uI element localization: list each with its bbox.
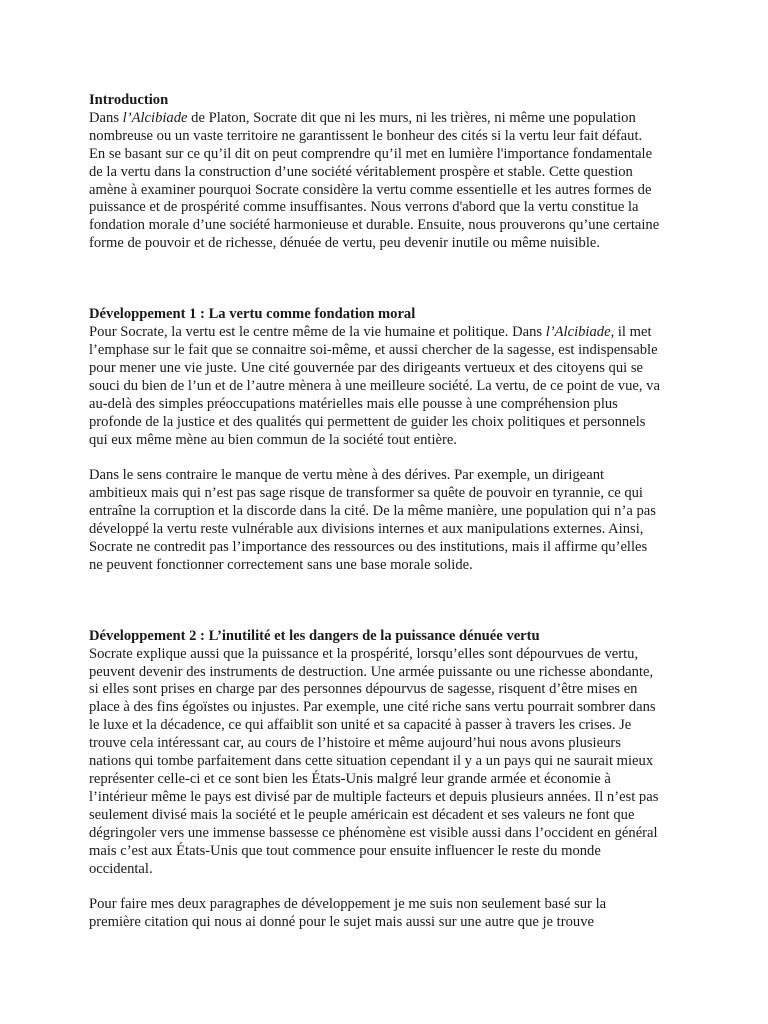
- work-title: l’Alcibiade: [545, 324, 611, 341]
- text-run: , il met: [610, 324, 652, 341]
- introduction-section: [89, 92, 689, 253]
- text-run: de la vertu dans la construction d’une société véritablement prospère et stable. Cette question: [89, 163, 633, 180]
- text-run: Pour Socrate, la vertu est le centre même de la vie humaine et politique. Dans: [89, 324, 546, 341]
- text-run: Dans: [89, 109, 123, 126]
- text-line: [89, 664, 689, 682]
- introduction-paragraph: [89, 110, 689, 253]
- text-run: pour mener une vie juste. Une cité gouvernée par des dirigeants vertueux et des citoyens qui se: [89, 359, 643, 376]
- text-run: Socrate explique aussi que la puissance et la prospérité, lorsqu’elles sont dépourvues de vertu,: [89, 645, 639, 662]
- text-line: [89, 432, 689, 450]
- text-run: amène à examiner pourquoi Socrate considère la vertu comme essentielle et les autres formes de: [89, 181, 652, 198]
- text-line: [89, 199, 689, 217]
- text-run: souci du bien de l’un et de l’autre mènera à une meilleure société. La vertu, de ce point de vue, va: [89, 377, 660, 394]
- text-line: [89, 128, 689, 146]
- text-line: [89, 843, 689, 861]
- text-line: [89, 896, 689, 914]
- text-line: [89, 324, 689, 342]
- text-line: [89, 825, 689, 843]
- development-2-heading: Développement 2 : L’inutilité et les dangers de la puissance dénuée vertu: [89, 627, 540, 644]
- text-run: peuvent devenir des instruments de destruction. Une armée puissante ou une richesse abondante,: [89, 663, 654, 680]
- development-1-section: [89, 306, 689, 575]
- text-line: [89, 557, 689, 575]
- text-line: [89, 217, 689, 235]
- text-run: ne peuvent fonctionner correctement sans une base morale solide.: [89, 556, 473, 573]
- introduction-heading: Introduction: [89, 92, 169, 108]
- text-run: représenter celle-ci et ce sont bien les États-Unis malgré leur grande armée et économie à: [89, 770, 611, 787]
- text-run: de Platon, Socrate dit que ni les murs, ni les trières, ni même une population: [187, 109, 636, 126]
- text-run: seulement divisé mais la société et le peuple américain est décadent et ses valeurs ne font que: [89, 806, 635, 823]
- text-run: entraîne la corruption et la discorde dans la cité. De la même manière, une population qui n’a pas: [89, 503, 656, 520]
- text-line: [89, 699, 689, 717]
- text-line: [89, 182, 689, 200]
- text-run: fondation morale d’une société harmonieuse et durable. Ensuite, nous prouverons qu’une certaine: [89, 217, 660, 234]
- text-line: [89, 646, 689, 664]
- text-run: nations qui tombe parfaitement dans cette situation cependant il y a un pays qui ne saurait mieux: [89, 753, 654, 770]
- text-line: [89, 861, 689, 879]
- text-run: nombreuse ou un vaste territoire ne garantissent le bonheur des cités si la vertu leur fait défaut.: [89, 127, 643, 144]
- text-line: [89, 681, 689, 699]
- text-run: qui eux même mène au bien commun de la société tout entière.: [89, 431, 457, 448]
- text-line: [89, 235, 689, 253]
- text-run: ambitieux mais qui n’est pas sage risque de transformer sa quête de pouvoir en tyrannie, ce qui: [89, 485, 643, 502]
- text-run: mais c’est aux États-Unis que tout commence pour ensuite influencer le reste du monde: [89, 842, 601, 859]
- text-run: dégringoler vers une immense bassesse ce phénomène est visible aussi dans l’occident en général: [89, 824, 658, 841]
- text-line: [89, 717, 689, 735]
- text-line: [89, 771, 689, 789]
- text-line: [89, 914, 689, 932]
- text-run: profonde de la justice et des qualités qui permettent de guider les choix politiques et personnels: [89, 413, 646, 430]
- work-title: l’Alcibiade: [122, 109, 188, 126]
- text-line: [89, 414, 689, 432]
- text-line: [89, 396, 689, 414]
- development-1-paragraph-2: [89, 467, 689, 574]
- text-run: si elles sont prises en charge par des personnes dépourvus de sagesse, risquent d’être mises en: [89, 681, 638, 698]
- text-run: Socrate ne contredit pas l’importance des ressources ou des institutions, mais il affirme qu’elles: [89, 538, 648, 555]
- text-line: [89, 521, 689, 539]
- text-line: [89, 753, 689, 771]
- text-line: [89, 485, 689, 503]
- text-line: [89, 539, 689, 557]
- text-line: [89, 735, 689, 753]
- development-1-heading: Développement 1 : La vertu comme fondation moral: [89, 306, 416, 323]
- text-line: [89, 164, 689, 182]
- text-run: l’emphase sur le fait que se connaitre soi-même, et aussi chercher de la sagesse, est indispensable: [89, 341, 658, 358]
- development-1-paragraph-1: [89, 324, 689, 449]
- text-run: occidental.: [89, 860, 153, 877]
- text-line: [89, 342, 689, 360]
- text-run: puissance et de prospérité comme insuffisantes. Nous verrons d'abord que la vertu constitue la: [89, 199, 639, 216]
- text-line: [89, 503, 689, 521]
- text-line: [89, 360, 689, 378]
- text-run: trouve cela intéressant car, au cours de l’histoire et même aujourd’hui nous avons plusieurs: [89, 735, 621, 752]
- text-run: Dans le sens contraire le manque de vertu mène à des dérives. Par exemple, un dirigeant: [89, 467, 605, 484]
- text-run: développé la vertu reste vulnérable aux divisions internes et aux manipulations externes. Ainsi,: [89, 521, 644, 538]
- text-run: le luxe et la décadence, ce qui affaiblit son unité et sa capacité à passer à travers les crises. Je: [89, 717, 632, 734]
- text-run: Pour faire mes deux paragraphes de développement je me suis non seulement basé sur la: [89, 896, 607, 913]
- text-line: [89, 146, 689, 164]
- text-run: première citation qui nous ai donné pour le sujet mais aussi sur une autre que je trouve: [89, 914, 594, 931]
- text-line: [89, 110, 689, 128]
- text-run: En se basant sur ce qu’il dit on peut comprendre qu’il met en lumière l'importance fondamentale: [89, 145, 653, 162]
- text-line: [89, 467, 689, 485]
- text-run: au-delà des simples préoccupations matérielles mais elle pousse à une compréhension plus: [89, 395, 618, 412]
- development-2-paragraph-1: [89, 646, 689, 879]
- development-2-section: [89, 628, 689, 932]
- document-page: [89, 92, 689, 932]
- development-2-paragraph-2: [89, 896, 689, 932]
- text-run: l’intérieur même le pays est divisé par de multiple facteurs et depuis plusieurs années. Il n’est pas: [89, 788, 659, 805]
- text-line: [89, 807, 689, 825]
- text-run: place à des fins égoïstes ou injustes. Par exemple, une cité riche sans vertu pourrait sombrer dans: [89, 699, 656, 716]
- text-run: forme de pouvoir et de richesse, dénuée de vertu, peu devenir inutile ou même nuisible.: [89, 235, 601, 252]
- text-line: [89, 378, 689, 396]
- text-line: [89, 789, 689, 807]
